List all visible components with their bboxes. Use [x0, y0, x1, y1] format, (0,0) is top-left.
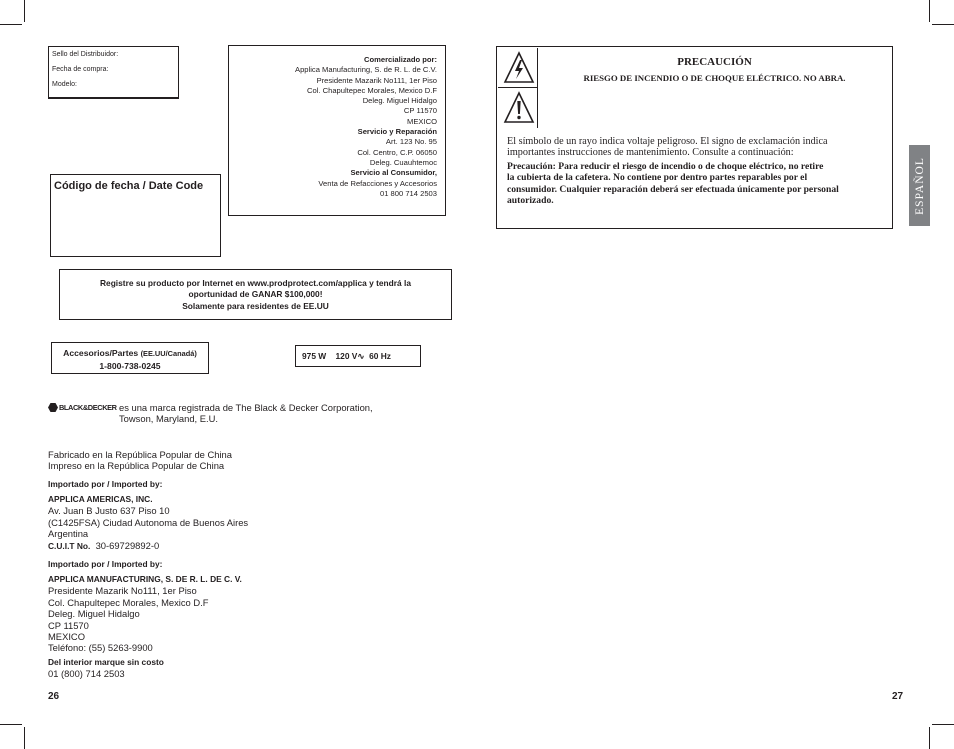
- language-tab-label: ESPAÑOL: [913, 156, 926, 215]
- consumer-title: Servicio al Consumidor,: [350, 168, 437, 178]
- made-in-line: Fabricado en la República Popular de China: [48, 449, 232, 460]
- service-line: Col. Centro, C.P. 06050: [357, 147, 437, 157]
- register-line: Solamente para residentes de EE.UU: [182, 300, 329, 311]
- model-field: Modelo:: [52, 81, 77, 88]
- importer-name: APPLICA AMERICAS, INC.: [48, 494, 153, 504]
- address-line: Deleg. Miguel Hidalgo: [362, 96, 437, 106]
- brand-logo-text: BLACK&DECKER: [59, 403, 117, 412]
- address-line: Applica Manufacturing, S. de R. L. de C.V.: [295, 65, 437, 75]
- lightning-warning-icon: [503, 51, 535, 85]
- distributor-field: Sello del Distribuidor:: [52, 51, 119, 58]
- importer-name: APPLICA MANUFACTURING, S. DE R. L. DE C. V.: [48, 574, 242, 584]
- marketed-by-title: Comercializado por:: [364, 55, 437, 64]
- accessories-region: (EE.UU/Canadá): [140, 349, 197, 358]
- crop-mark: [932, 724, 954, 725]
- crop-mark: [24, 727, 25, 749]
- date-code-box: [50, 174, 221, 257]
- trademark-line: Towson, Maryland, E.U.: [119, 413, 218, 425]
- importer-phone: Teléfono: (55) 5263-9900: [48, 642, 153, 654]
- warning-text: consumidor. Cualquier reparación deberá ser efectuada únicamente por personal: [507, 183, 839, 195]
- warning-text: Precaución: Para reducir el riesgo de incendio o de choque eléctrico, no retire: [507, 161, 824, 172]
- brand-logo: [48, 403, 117, 412]
- importer-heading: Importado por / Imported by:: [48, 479, 163, 489]
- date-code-title: Código de fecha / Date Code: [54, 180, 204, 192]
- importer-address-line: Presidente Mazarik No111, 1er Piso: [48, 585, 197, 597]
- crop-mark: [929, 0, 930, 22]
- rating-box: [295, 345, 421, 367]
- accessories-box: [51, 342, 209, 374]
- toll-free-phone: 01 (800) 714 2503: [48, 668, 125, 680]
- crop-mark: [929, 727, 930, 749]
- page-number-right: 27: [892, 691, 904, 702]
- warning-text: autorizado.: [507, 194, 554, 206]
- register-line: Registre su producto por Internet en www.prodprotect.com/applica y tendrá la: [99, 278, 411, 288]
- caution-subtitle: RIESGO DE INCENDIO O DE CHOQUE ELÉCTRICO. NO ABRA.: [583, 73, 846, 83]
- crop-mark: [932, 24, 954, 25]
- brand-hexagon-icon: [48, 403, 58, 412]
- rating-text: 975 W 120 V∿ 60 Hz: [302, 351, 391, 361]
- symbol-explanation: importantes instrucciones de mantenimiento. Consulte a continuación:: [507, 147, 794, 159]
- register-box: [59, 269, 452, 320]
- purchase-date-field: Fecha de compra:: [52, 66, 109, 73]
- consumer-line: 01 800 714 2503: [379, 188, 437, 198]
- importer-address-line: CP 11570: [48, 619, 89, 631]
- accessories-phone: 1-800-738-0245: [99, 361, 161, 371]
- marketed-by-box: [228, 45, 446, 216]
- crop-mark: [0, 24, 22, 25]
- cuit-label: C.U.I.T No.: [48, 540, 91, 551]
- importer-address-line: Deleg. Miguel Hidalgo: [48, 608, 140, 620]
- crop-mark: [24, 0, 25, 22]
- importer-heading: Importado por / Imported by:: [48, 559, 163, 569]
- page-number-left: 26: [48, 691, 60, 702]
- address-line: MEXICO: [407, 116, 437, 126]
- address-line: Presidente Mazarik No111, 1er Piso: [316, 75, 437, 85]
- consumer-line: Venta de Refacciones y Accesorios: [318, 178, 437, 188]
- printed-in-line: Impreso en la República Popular de China: [48, 460, 225, 472]
- symbol-explanation: El símbolo de un rayo indica voltaje peligroso. El signo de exclamación indica: [507, 136, 828, 147]
- language-tab: [909, 145, 930, 226]
- service-title: Servicio y Reparación: [357, 127, 437, 137]
- importer-address-line: MEXICO: [48, 631, 85, 643]
- distributor-box: [48, 46, 179, 99]
- service-line: Art. 123 No. 95: [385, 137, 437, 147]
- importer-address-line: Av. Juan B Justo 637 Piso 10: [48, 505, 170, 517]
- importer-address-line: Argentina: [48, 528, 89, 540]
- accessories-label: Accesorios/Partes: [63, 348, 139, 358]
- importer-address-line: (C1425FSA) Ciudad Autonoma de Buenos Aires: [48, 516, 249, 528]
- exclamation-warning-icon: [503, 91, 535, 125]
- toll-free-label: Del interior marque sin costo: [48, 657, 164, 667]
- crop-mark: [0, 724, 22, 725]
- caution-box: [496, 46, 893, 229]
- caution-title: PRECAUCIÓN: [677, 56, 752, 68]
- warning-text: la cubierta de la cafetera. No contiene por dentro partes reparables por el: [507, 172, 808, 184]
- cuit-value: 30-69729892-0: [95, 539, 160, 551]
- importer-address-line: Col. Chapultepec Morales, Mexico D.F: [48, 596, 209, 608]
- service-line: Deleg. Cuauhtemoc: [369, 157, 437, 167]
- register-line: oportunidad de GANAR $100,000!: [188, 289, 323, 300]
- address-line: Col. Chapultepec Morales, Mexico D.F: [307, 85, 437, 95]
- address-line: CP 11570: [403, 106, 437, 116]
- trademark-line: es una marca registrada de The Black & Decker Corporation,: [119, 402, 373, 413]
